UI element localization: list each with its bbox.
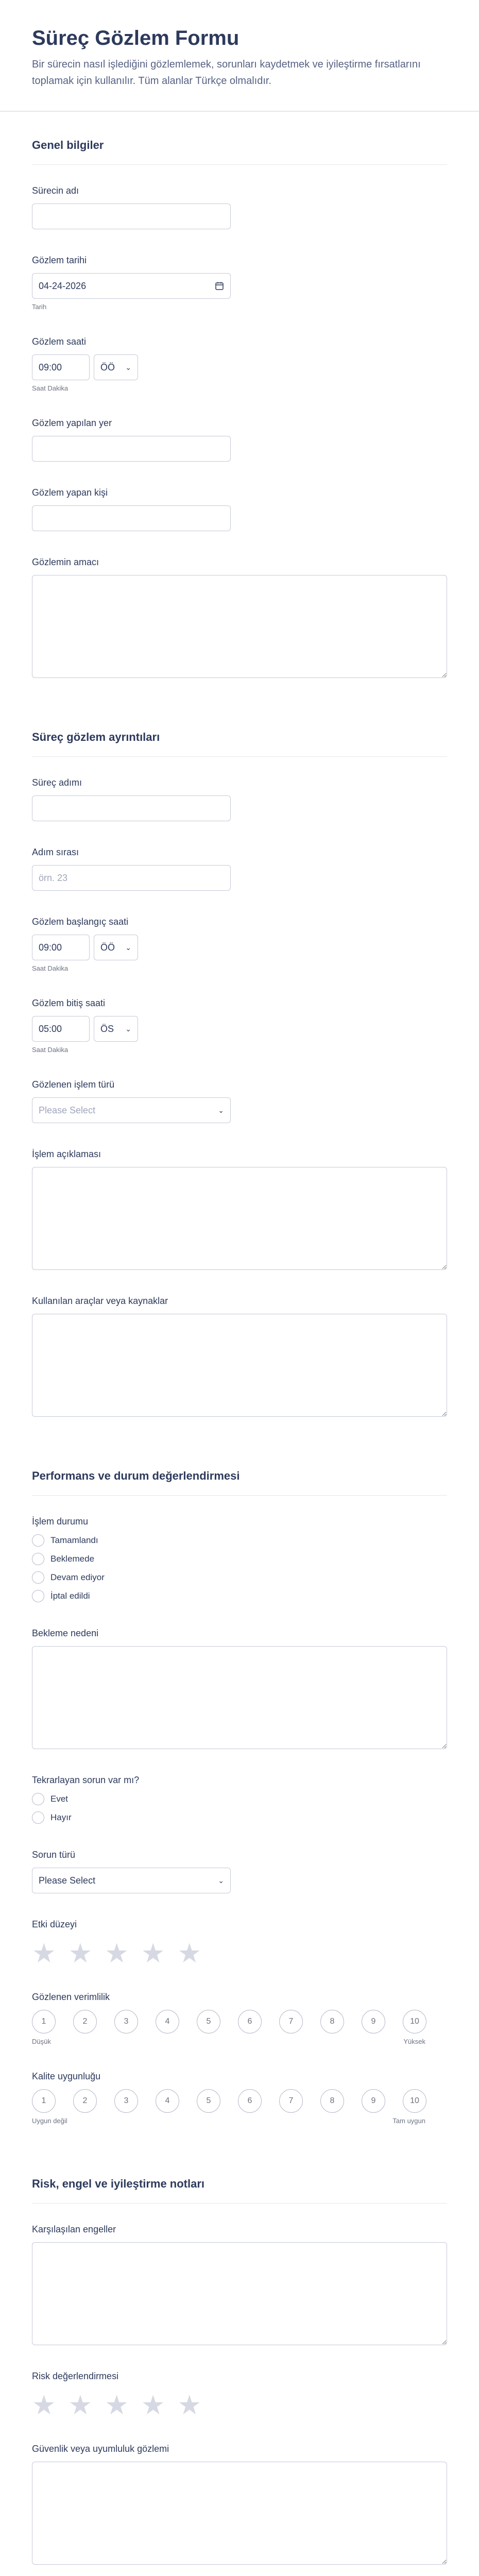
process-type-select[interactable] (32, 1097, 231, 1123)
impact-label: Etki düzeyi (32, 1919, 77, 1929)
scale-option[interactable]: 1 (32, 2010, 56, 2033)
process-type-value: Please Select (39, 1105, 96, 1115)
field-observation-date (32, 255, 447, 311)
start-time-input[interactable] (32, 935, 90, 960)
scale-option[interactable]: 2 (73, 2010, 97, 2033)
start-time-value: 09:00 (39, 942, 62, 953)
star-icon[interactable]: ★ (177, 1939, 202, 1969)
radio-circle[interactable] (32, 1571, 44, 1584)
observer-label: Gözlem yapan kişi (32, 487, 108, 498)
end-time-row (32, 1016, 447, 1042)
issue-type-select[interactable] (32, 1868, 231, 1893)
scale-option[interactable]: 6 (238, 2089, 262, 2113)
scale-option[interactable]: 8 (320, 2010, 344, 2033)
recurring-option[interactable] (32, 1793, 447, 1805)
purpose-textarea[interactable] (32, 575, 447, 678)
star-icon[interactable]: ★ (68, 1939, 93, 1969)
quality-scale-labels (32, 2117, 425, 2125)
field-tools (32, 1296, 447, 1417)
place-label: Gözlem yapılan yer (32, 418, 112, 428)
star-icon[interactable]: ★ (105, 2391, 129, 2420)
field-step (32, 777, 447, 821)
process-name-label: Sürecin adı (32, 185, 79, 196)
section-performance-title: Performans ve durum değerlendirmesi (32, 1443, 447, 1496)
issue-type-label: Sorun türü (32, 1850, 76, 1860)
observation-ampm-value: ÖÖ (100, 362, 115, 372)
field-safety (32, 2444, 447, 2565)
description-textarea[interactable] (32, 1167, 447, 1270)
status-option-label: İptal edildi (50, 1591, 90, 1601)
tools-label: Kullanılan araçlar veya kaynaklar (32, 1296, 168, 1306)
radio-circle[interactable] (32, 1793, 44, 1805)
recurring-option[interactable] (32, 1811, 447, 1824)
star-icon[interactable]: ★ (141, 1939, 165, 1969)
process-type-label: Gözlenen işlem türü (32, 1079, 115, 1090)
recurring-option-label: Hayır (50, 1812, 72, 1822)
status-option[interactable] (32, 1590, 447, 1602)
chevron-down-icon: ⌄ (125, 363, 131, 371)
place-input[interactable] (32, 436, 231, 462)
field-purpose (32, 557, 447, 678)
field-observation-time (32, 336, 447, 392)
risk-label: Risk değerlendirmesi (32, 2371, 119, 2381)
status-option[interactable] (32, 1534, 447, 1547)
wait-reason-textarea[interactable] (32, 1646, 447, 1749)
order-input[interactable] (32, 865, 231, 891)
step-input[interactable] (32, 795, 231, 821)
star-icon[interactable]: ★ (105, 1939, 129, 1969)
scale-low-label: Düşük (32, 2038, 51, 2045)
efficiency-label: Gözlenen verimlilik (32, 1992, 110, 2002)
field-wait-reason (32, 1628, 447, 1749)
wait-reason-label: Bekleme nedeni (32, 1628, 99, 1638)
radio-circle[interactable] (32, 1553, 44, 1565)
status-option[interactable] (32, 1553, 447, 1565)
end-ampm-value: ÖS (100, 1023, 114, 1034)
field-observer (32, 487, 447, 531)
star-icon[interactable]: ★ (141, 2391, 165, 2420)
efficiency-scale-labels (32, 2038, 425, 2045)
scale-option[interactable]: 3 (114, 2089, 138, 2113)
field-issue-type (32, 1850, 447, 1893)
barriers-label: Karşılaşılan engeller (32, 2224, 116, 2234)
start-time-sublabel: Saat Dakika (32, 964, 69, 972)
chevron-down-icon: ⌄ (125, 943, 131, 952)
field-process-type (32, 1079, 447, 1123)
observation-date-label: Gözlem tarihi (32, 255, 87, 265)
quality-scale (32, 2089, 447, 2113)
observation-time-label: Gözlem saati (32, 336, 87, 347)
calendar-icon[interactable] (215, 281, 224, 291)
section-general-title: Genel bilgiler (32, 112, 447, 165)
status-option-label: Beklemede (50, 1554, 95, 1564)
field-start-time (32, 917, 447, 972)
start-time-row (32, 935, 447, 960)
observation-time-value: 09:00 (39, 362, 62, 372)
description-label: İşlem açıklaması (32, 1149, 101, 1159)
radio-circle[interactable] (32, 1534, 44, 1547)
star-icon[interactable]: ★ (32, 2391, 56, 2420)
section-risk-title: Risk, engel ve iyileştirme notları (32, 2150, 447, 2204)
field-quality (32, 2071, 447, 2125)
field-efficiency (32, 1992, 447, 2045)
scale-option[interactable]: 5 (197, 2010, 220, 2033)
scale-option[interactable]: 4 (156, 2089, 179, 2113)
scale-option[interactable]: 9 (362, 2089, 385, 2113)
issue-type-value: Please Select (39, 1875, 96, 1886)
status-option[interactable] (32, 1571, 447, 1584)
observation-date-sublabel: Tarih (32, 303, 47, 311)
radio-circle[interactable] (32, 1811, 44, 1824)
scale-option[interactable]: 1 (32, 2089, 56, 2113)
star-icon[interactable]: ★ (68, 2391, 93, 2420)
end-time-value: 05:00 (39, 1023, 62, 1034)
scale-option[interactable]: 3 (114, 2010, 138, 2033)
observation-date-value: 04-24-2026 (39, 280, 87, 291)
field-place (32, 418, 447, 462)
start-time-label: Gözlem başlangıç saati (32, 917, 129, 927)
field-barriers (32, 2224, 447, 2345)
section-details-title: Süreç gözlem ayrıntıları (32, 704, 447, 757)
safety-label: Güvenlik veya uyumluluk gözlemi (32, 2444, 169, 2454)
chevron-down-icon: ⌄ (125, 1024, 131, 1033)
process-name-input[interactable] (32, 204, 231, 229)
status-option-label: Devam ediyor (50, 1572, 105, 1582)
field-recurring (32, 1775, 447, 1824)
scale-option[interactable]: 7 (279, 2010, 303, 2033)
status-label: İşlem durumu (32, 1516, 89, 1527)
observation-time-input[interactable] (32, 354, 90, 380)
impact-star-rating (32, 1937, 447, 1969)
scale-option[interactable]: 7 (279, 2089, 303, 2113)
scale-option[interactable]: 2 (73, 2089, 97, 2113)
scale-option[interactable]: 10 (403, 2010, 426, 2033)
end-time-label: Gözlem bitiş saati (32, 998, 106, 1008)
start-ampm-select[interactable] (94, 935, 138, 960)
step-label: Süreç adımı (32, 777, 82, 788)
recurring-option-label: Evet (50, 1794, 69, 1804)
scale-option[interactable]: 5 (197, 2089, 220, 2113)
efficiency-scale (32, 2010, 447, 2033)
observation-date-input[interactable] (32, 273, 231, 299)
barriers-textarea[interactable] (32, 2242, 447, 2345)
tools-textarea[interactable] (32, 1314, 447, 1417)
start-ampm-value: ÖÖ (100, 942, 115, 953)
quality-label: Kalite uygunluğu (32, 2071, 101, 2081)
purpose-label: Gözlemin amacı (32, 557, 99, 567)
form-content (0, 112, 479, 2576)
observation-ampm-select[interactable] (94, 354, 138, 380)
field-impact (32, 1919, 447, 1969)
scale-option[interactable]: 8 (320, 2089, 344, 2113)
chevron-down-icon: ⌄ (218, 1876, 224, 1885)
scale-high-label: Tam uygun (392, 2117, 425, 2125)
field-process-name (32, 185, 447, 229)
scale-option[interactable]: 10 (403, 2089, 426, 2113)
order-label: Adım sırası (32, 847, 79, 857)
scale-option[interactable]: 6 (238, 2010, 262, 2033)
end-time-sublabel: Saat Dakika (32, 1046, 69, 1054)
risk-star-rating (32, 2389, 447, 2418)
star-icon[interactable]: ★ (32, 1939, 56, 1969)
observer-input[interactable] (32, 505, 231, 531)
form-subtitle: Bir sürecin nasıl işlediğini gözlemlemek, sorunları kaydetmek ve iyileştirme fırsatlarını toplamak için kullanılır. Tüm alanlar Türkçe olmalıdır. (32, 59, 421, 87)
form-header (0, 0, 479, 112)
safety-textarea[interactable] (32, 2462, 447, 2565)
field-description (32, 1149, 447, 1270)
field-end-time (32, 998, 447, 1054)
status-option-label: Tamamlandı (50, 1535, 98, 1545)
form-title: Süreç Gözlem Formu (32, 27, 239, 49)
observation-time-row (32, 354, 447, 380)
scale-option[interactable]: 4 (156, 2010, 179, 2033)
end-time-input[interactable] (32, 1016, 90, 1042)
field-order (32, 847, 447, 891)
recurring-label: Tekrarlayan sorun var mı? (32, 1775, 140, 1785)
recurring-radio-group (32, 1793, 447, 1824)
field-status (32, 1516, 447, 1602)
status-radio-group (32, 1534, 447, 1602)
chevron-down-icon: ⌄ (218, 1106, 224, 1114)
scale-option[interactable]: 9 (362, 2010, 385, 2033)
end-ampm-select[interactable] (94, 1016, 138, 1042)
scale-high-label: Yüksek (403, 2038, 425, 2045)
star-icon[interactable]: ★ (177, 2391, 202, 2420)
scale-low-label: Uygun değil (32, 2117, 67, 2125)
field-risk (32, 2371, 447, 2418)
radio-circle[interactable] (32, 1590, 44, 1602)
observation-time-sublabel: Saat Dakika (32, 384, 69, 392)
